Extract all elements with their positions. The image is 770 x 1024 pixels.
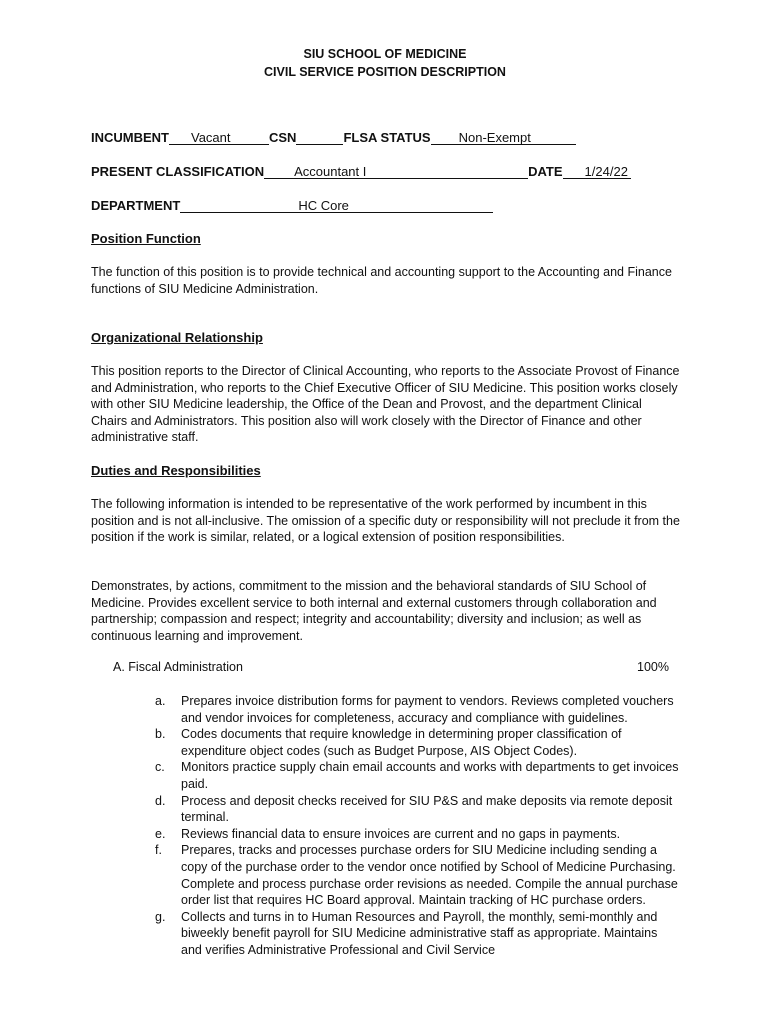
duty-text: Reviews financial data to ensure invoices are current and no gaps in payments.	[181, 826, 621, 841]
incumbent-label: INCUMBENT	[91, 130, 169, 145]
duty-marker: c.	[155, 760, 165, 775]
flsa-field	[431, 130, 576, 145]
fiscal-admin-label: A. Fiscal Administration	[113, 660, 243, 674]
department-field	[180, 198, 493, 213]
department-label: DEPARTMENT	[91, 198, 181, 213]
position-function-text: The function of this position is to provide technical and accounting support to the Accounting and Finance functions of SIU Medicine Administration.	[91, 265, 672, 296]
duty-item	[155, 693, 680, 726]
csn-field	[296, 130, 343, 145]
date-value: 1/24/22	[584, 164, 628, 179]
duty-text: Monitors practice supply chain email accounts and works with departments to get invoices paid.	[181, 760, 679, 791]
duty-item	[155, 842, 680, 908]
flsa-label: FLSA STATUS	[343, 130, 431, 145]
duty-marker: a.	[155, 694, 166, 708]
duty-item	[155, 909, 680, 959]
fiscal-admin-duty-list	[155, 693, 680, 959]
document-title-school: SIU SCHOOL OF MEDICINE	[303, 47, 467, 61]
classification-row	[91, 164, 631, 179]
duty-item	[155, 826, 680, 843]
duty-marker: d.	[155, 793, 166, 808]
fiscal-admin-percent: 100%	[637, 660, 669, 674]
department-row	[91, 198, 493, 213]
incumbent-field	[169, 130, 269, 145]
fiscal-admin-row	[113, 660, 669, 674]
flsa-value: Non-Exempt	[458, 130, 531, 145]
department-value: HC Core	[298, 198, 349, 213]
duty-item	[155, 726, 680, 759]
duty-text: Prepares, tracks and processes purchase orders for SIU Medicine including sending a copy of the purchase order to the vendor once notified by School of Medicine Purchasing. Complete and process purchase order revisions as needed. Compile the annual purchase order list that requires HC Board approval. Maintain tracking of HC purchase orders.	[181, 843, 678, 908]
duties-standards-text: Demonstrates, by actions, commitment to the mission and the behavioral standards of SIU School of Medicine. Provides excellent service to both internal and external customers through collaboration and partnership; compassion and respect; integrity and accountability; diversity and inclusion; as well as continuous learning and improvement.	[91, 579, 657, 643]
duty-marker: e.	[155, 826, 166, 841]
classification-label: PRESENT CLASSIFICATION	[91, 164, 265, 179]
duty-text: Codes documents that require knowledge in determining proper classification of expenditure object codes (such as Budget Purpose, AIS Object Codes).	[181, 727, 622, 758]
duty-text: Prepares invoice distribution forms for payment to vendors. Reviews completed vouchers and vendor invoices for completeness, accuracy and compliance with guidelines.	[181, 694, 674, 725]
duty-text: Collects and turns in to Human Resources and Payroll, the monthly, semi-monthly and biweekly benefit payroll for SIU Medicine administrative staff as appropriate. Maintains and verifies Administrative Professional and Civil Service	[181, 909, 658, 957]
duty-marker: b.	[155, 727, 166, 742]
incumbent-value: Vacant	[191, 130, 231, 145]
classification-value: Accountant I	[294, 164, 367, 179]
duty-marker: g.	[155, 909, 166, 924]
duty-marker: f.	[155, 843, 162, 858]
position-function-heading: Position Function	[91, 231, 201, 246]
document-title-form: CIVIL SERVICE POSITION DESCRIPTION	[264, 65, 506, 79]
date-label: DATE	[528, 164, 563, 179]
incumbent-row	[91, 130, 576, 145]
org-relationship-text: This position reports to the Director of Clinical Accounting, who reports to the Associate Provost of Finance and Administration, who reports to the Chief Executive Officer of SIU Medicine. This position works closely with other SIU Medicine leadership, the Office of the Dean and Provost, and the department Clinical Chairs and Administrators. This position also will work closely with the Director of Finance and other administrative staff.	[91, 364, 680, 445]
duty-item	[155, 793, 680, 826]
date-field	[563, 164, 631, 179]
duty-text: Process and deposit checks received for SIU P&S and make deposits via remote deposit terminal.	[181, 793, 673, 825]
org-relationship-heading: Organizational Relationship	[91, 330, 263, 345]
duties-heading: Duties and Responsibilities	[91, 463, 261, 478]
duties-intro-text: The following information is intended to be representative of the work performed by incumbent in this position and is not all-inclusive. The omission of a specific duty or responsibility will not preclude it from the position if the work is similar, related, or a logical extension of position responsibilities.	[91, 497, 680, 545]
classification-field	[264, 164, 528, 179]
duty-item	[155, 759, 680, 792]
csn-label: CSN	[269, 130, 297, 145]
